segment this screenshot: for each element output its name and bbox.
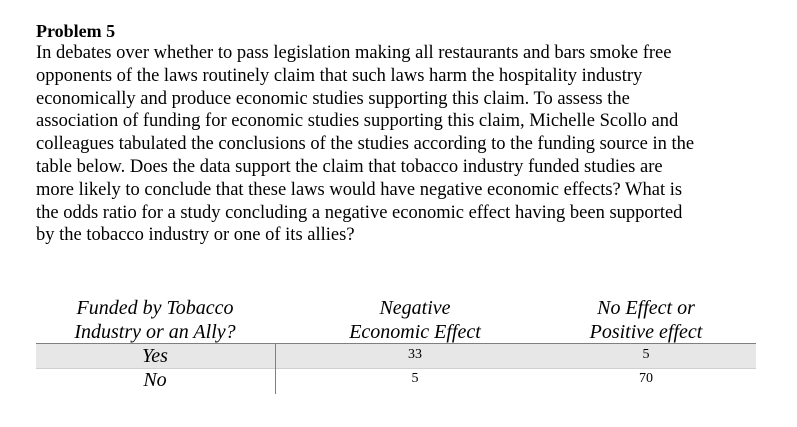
problem-text-line: In debates over whether to pass legislation making all restaurants and bars smoke free: [36, 43, 672, 63]
cell-negative: 5: [411, 371, 419, 386]
problem-text-line: colleagues tabulated the conclusions of the studies according to the funding source in the: [36, 134, 695, 155]
problem-text: [36, 42, 766, 247]
header-line: Industry or an Ally?: [74, 321, 236, 343]
table-header-row: [36, 296, 756, 344]
table-row: [36, 344, 756, 368]
header-line: Funded by Tobacco: [76, 297, 234, 319]
header-line: Positive effect: [589, 321, 703, 343]
header-funded-by: [36, 296, 274, 344]
cell-negative: 33: [408, 347, 422, 362]
problem-text-line: economically and produce economic studies supporting this claim. To assess the: [36, 88, 630, 109]
header-line: Economic Effect: [349, 321, 481, 343]
row-label: No: [143, 369, 167, 391]
problem-text-line: by the tobacco industry or one of its allies?: [36, 225, 355, 246]
header-line: Negative: [379, 297, 451, 319]
problem-text-line: association of funding for economic studies supporting this claim, Michelle Scollo and: [36, 111, 679, 132]
header-no-effect: [546, 296, 746, 344]
cell-no-effect: 5: [642, 347, 650, 362]
table-row: [36, 368, 756, 392]
header-negative-effect: [295, 296, 535, 344]
column-divider: [275, 344, 276, 394]
problem-text-line: more likely to conclude that these laws would have negative economic effects? What is: [36, 179, 683, 200]
funding-table: [36, 296, 756, 392]
problem-block: [36, 20, 766, 247]
problem-text-line: opponents of the laws routinely claim that such laws harm the hospitality industry: [36, 65, 643, 86]
header-line: No Effect or: [597, 297, 695, 319]
row-label: Yes: [142, 345, 168, 367]
problem-text-line: table below. Does the data support the claim that tobacco industry funded studies are: [36, 156, 663, 177]
cell-no-effect: 70: [639, 371, 653, 386]
problem-title: Problem 5: [36, 21, 116, 41]
problem-text-line: the odds ratio for a study concluding a negative economic effect having been supported: [36, 202, 683, 223]
